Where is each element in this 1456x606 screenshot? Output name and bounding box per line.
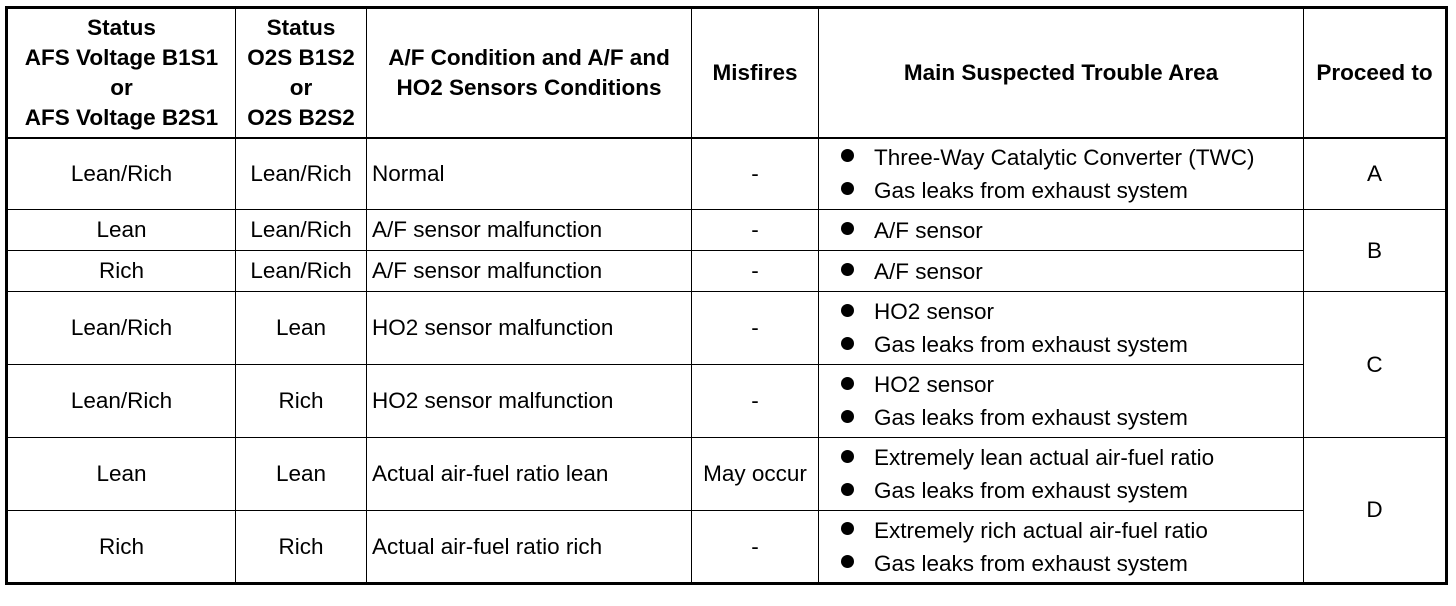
afs-cell: Lean xyxy=(7,438,236,511)
table-row xyxy=(7,138,1447,210)
o2s-cell: Lean xyxy=(236,438,367,511)
trouble-area-item xyxy=(841,368,1299,401)
header-misfires: Misfires xyxy=(692,8,819,138)
o2s-cell: Lean/Rich xyxy=(236,138,367,210)
table-row xyxy=(7,511,1447,584)
condition-cell: Normal xyxy=(367,138,692,210)
header-text: O2S B1S2 xyxy=(247,44,355,70)
bullet-icon xyxy=(841,304,854,317)
header-text: AFS Voltage B2S1 xyxy=(24,104,219,130)
trouble-area-cell xyxy=(819,365,1304,438)
afs-cell: Rich xyxy=(7,251,236,292)
trouble-area-text: HO2 sensor xyxy=(874,372,995,397)
condition-cell: Actual air-fuel ratio lean xyxy=(367,438,692,511)
trouble-area-text: A/F sensor xyxy=(874,217,983,243)
bullet-icon xyxy=(841,483,854,496)
trouble-area-item xyxy=(841,441,1299,474)
header-trouble-area: Main Suspected Trouble Area xyxy=(819,8,1304,138)
condition-cell: A/F sensor malfunction xyxy=(367,210,692,251)
table-row xyxy=(7,292,1447,365)
condition-cell: HO2 sensor malfunction xyxy=(367,365,692,438)
o2s-cell: Rich xyxy=(236,511,367,584)
misfires-cell: - xyxy=(692,138,819,210)
trouble-area-text: A/F sensor xyxy=(874,258,983,284)
trouble-area-cell xyxy=(819,210,1304,251)
header-text: or xyxy=(110,74,133,100)
trouble-area-item xyxy=(841,141,1299,174)
o2s-cell: Lean xyxy=(236,292,367,365)
proceed-cell: D xyxy=(1304,438,1447,584)
header-text: Status xyxy=(266,14,336,40)
header-text: HO2 Sensors Conditions xyxy=(396,74,662,100)
bullet-icon xyxy=(841,450,854,463)
bullet-icon xyxy=(841,555,854,568)
trouble-area-item xyxy=(841,174,1299,207)
trouble-table-container xyxy=(5,6,1448,585)
header-proceed-to: Proceed to xyxy=(1304,8,1447,138)
trouble-area-text: Extremely lean actual air-fuel ratio xyxy=(874,445,1215,470)
trouble-area-item xyxy=(841,295,1299,328)
bullet-icon xyxy=(841,149,854,162)
trouble-area-item xyxy=(841,514,1299,547)
header-af-condition xyxy=(367,8,692,138)
condition-cell: A/F sensor malfunction xyxy=(367,251,692,292)
bullet-icon xyxy=(841,410,854,423)
header-o2s xyxy=(236,8,367,138)
afs-cell: Lean/Rich xyxy=(7,365,236,438)
misfires-cell: - xyxy=(692,511,819,584)
trouble-area-cell xyxy=(819,138,1304,210)
bullet-icon xyxy=(841,337,854,350)
trouble-area-text: HO2 sensor xyxy=(874,299,995,324)
bullet-icon xyxy=(841,222,854,235)
table-row xyxy=(7,438,1447,511)
header-text: or xyxy=(289,74,313,100)
table-row xyxy=(7,210,1447,251)
trouble-area-text: Gas leaks from exhaust system xyxy=(874,332,1188,357)
header-row xyxy=(7,8,1447,138)
trouble-area-item xyxy=(841,255,1299,288)
afs-cell: Lean xyxy=(7,210,236,251)
trouble-area-text: Gas leaks from exhaust system xyxy=(874,177,1188,203)
trouble-area-text: Gas leaks from exhaust system xyxy=(874,478,1188,503)
trouble-area-item xyxy=(841,547,1299,580)
trouble-area-text: Gas leaks from exhaust system xyxy=(874,405,1188,430)
afs-cell: Rich xyxy=(7,511,236,584)
header-text: Status xyxy=(87,14,156,40)
misfires-cell: May occur xyxy=(692,438,819,511)
proceed-cell: C xyxy=(1304,292,1447,438)
afs-cell: Lean/Rich xyxy=(7,138,236,210)
trouble-area-item xyxy=(841,214,1299,247)
header-text: A/F Condition and A/F and xyxy=(388,44,670,70)
header-text: AFS Voltage B1S1 xyxy=(24,44,219,70)
trouble-area-text: Extremely rich actual air-fuel ratio xyxy=(874,517,1208,543)
trouble-area-item xyxy=(841,474,1299,507)
trouble-area-cell xyxy=(819,251,1304,292)
diagnostic-table xyxy=(5,6,1448,585)
trouble-area-cell xyxy=(819,511,1304,584)
bullet-icon xyxy=(841,377,854,390)
trouble-area-cell xyxy=(819,438,1304,511)
trouble-area-text: Gas leaks from exhaust system xyxy=(874,550,1188,576)
o2s-cell: Lean/Rich xyxy=(236,210,367,251)
misfires-cell: - xyxy=(692,365,819,438)
o2s-cell: Rich xyxy=(236,365,367,438)
header-afs-voltage xyxy=(7,8,236,138)
proceed-cell: A xyxy=(1304,138,1447,210)
misfires-cell: - xyxy=(692,210,819,251)
condition-cell: Actual air-fuel ratio rich xyxy=(367,511,692,584)
proceed-cell: B xyxy=(1304,210,1447,292)
header-text: O2S B2S2 xyxy=(247,104,355,130)
trouble-area-item xyxy=(841,328,1299,361)
afs-cell: Lean/Rich xyxy=(7,292,236,365)
trouble-area-cell xyxy=(819,292,1304,365)
misfires-cell: - xyxy=(692,251,819,292)
bullet-icon xyxy=(841,182,854,195)
o2s-cell: Lean/Rich xyxy=(236,251,367,292)
bullet-icon xyxy=(841,263,854,276)
misfires-cell: - xyxy=(692,292,819,365)
bullet-icon xyxy=(841,522,854,535)
trouble-area-item xyxy=(841,401,1299,434)
condition-cell: HO2 sensor malfunction xyxy=(367,292,692,365)
table-row xyxy=(7,365,1447,438)
table-row xyxy=(7,251,1447,292)
trouble-area-text: Three-Way Catalytic Converter (TWC) xyxy=(874,144,1255,170)
